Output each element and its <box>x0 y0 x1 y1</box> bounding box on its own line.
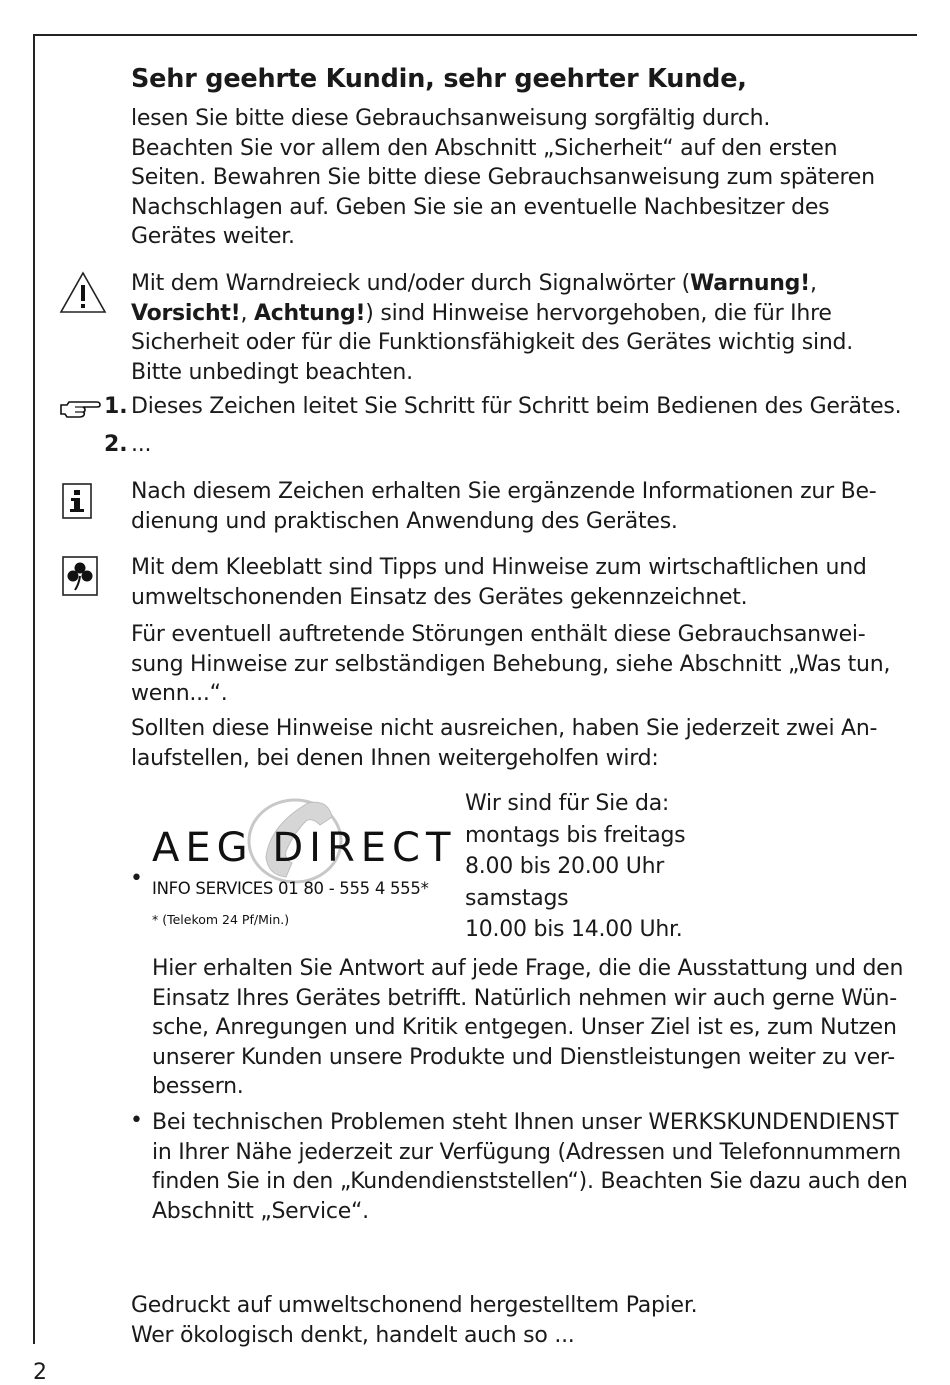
frame-top-rule <box>33 34 917 36</box>
service-hours <box>465 788 765 946</box>
answer-line: sche, Anregungen und Kritik entgegen. Unser Ziel ist es, zum Nutzen <box>152 1015 897 1040</box>
trouble-line: wenn...“. <box>131 681 228 706</box>
hours-line: 10.00 bis 14.00 Uhr. <box>465 917 683 942</box>
answer-line: Einsatz Ihres Gerätes betrifft. Natürlich nehmen wir auch gerne Wün- <box>152 985 897 1011</box>
intro-line: Nachschlagen auf. Geben Sie sie an eventuelle Nachbesitzer des <box>131 194 830 220</box>
trouble-line: sung Hinweise zur selbständigen Behebung, siehe Abschnitt „Was tun, <box>131 651 891 677</box>
service-line: finden Sie in den „Kundendienststellen“). Beachten Sie dazu auch den <box>152 1169 908 1194</box>
clover-icon <box>62 556 98 596</box>
intro-paragraph <box>131 104 901 252</box>
info-line: dienung und praktischen Anwendung des Gerätes. <box>131 508 678 534</box>
answer-line: bessern. <box>152 1074 244 1099</box>
service-line: Abschnitt „Service“. <box>152 1198 369 1224</box>
signal-word-vorsicht: Vorsicht! <box>131 300 241 326</box>
signal-word-warnung: Warnung! <box>689 271 810 296</box>
info-line: Nach diesem Zeichen erhalten Sie ergänzende Informationen zur Be- <box>131 479 877 504</box>
step-number: 1. <box>104 394 128 419</box>
hours-line: samstags <box>465 885 569 911</box>
warning-text: Bitte unbedingt beachten. <box>131 359 413 385</box>
bullet: • <box>130 866 143 891</box>
warning-triangle-icon <box>58 270 108 316</box>
service-line: Bei technischen Problemen steht Ihnen unser WERKSKUNDENDIENST <box>152 1110 899 1135</box>
footer-line: Gedruckt auf umweltschonend hergestelltem Papier. <box>131 1293 698 1318</box>
answer-line: Hier erhalten Sie Antwort auf jede Frage, die die Ausstattung und den <box>152 956 904 981</box>
eco-line: Mit dem Kleeblatt sind Tipps und Hinweise zum wirtschaftlichen und <box>131 555 867 580</box>
warning-paragraph <box>131 269 901 387</box>
bullet: • <box>130 1108 143 1133</box>
pointing-hand-icon <box>59 397 101 419</box>
contact-paragraph <box>131 714 901 773</box>
warning-text: Sicherheit oder für die Funktionsfähigkeit des Gerätes wichtig sind. <box>131 330 853 355</box>
intro-line: Seiten. Bewahren Sie bitte diese Gebrauchsanweisung zum späteren <box>131 165 875 190</box>
intro-line: lesen Sie bitte diese Gebrauchsanweisung sorgfältig durch. <box>131 106 771 131</box>
service-paragraph <box>152 1108 908 1226</box>
eco-paragraph <box>131 553 901 612</box>
contact-line: Sollten diese Hinweise nicht ausreichen, haben Sie jederzeit zwei An- <box>131 716 878 741</box>
page-heading: Sehr geehrte Kundin, sehr geehrter Kunde, <box>131 64 747 94</box>
eco-line: umweltschonenden Einsatz des Gerätes gekennzeichnet. <box>131 584 748 610</box>
answer-line: unserer Kunden unsere Produkte und Dienstleistungen weiter zu ver- <box>152 1044 895 1070</box>
warning-text: , <box>240 300 254 326</box>
page-number: 2 <box>33 1360 47 1385</box>
answer-paragraph <box>152 954 902 1102</box>
hours-line: 8.00 bis 20.00 Uhr <box>465 854 665 879</box>
hours-line: montags bis freitags <box>465 822 686 848</box>
info-icon <box>62 483 92 519</box>
step-text: ... <box>131 432 152 457</box>
warning-text: Mit dem Warndreieck und/oder durch Signalwörter ( <box>131 271 690 296</box>
intro-line: Beachten Sie vor allem den Abschnitt „Sicherheit“ auf den ersten <box>131 135 838 161</box>
contact-line: laufstellen, bei denen Ihnen weitergeholfen wird: <box>131 745 659 771</box>
hours-line: Wir sind für Sie da: <box>465 791 670 816</box>
step-text: Dieses Zeichen leitet Sie Schritt für Schritt beim Bedienen des Gerätes. <box>131 394 902 419</box>
aeg-price-note: * (Telekom 24 Pf/Min.) <box>152 912 290 927</box>
intro-line: Gerätes weiter. <box>131 224 295 249</box>
trouble-line: Für eventuell auftretende Störungen enthält diese Gebrauchsanwei- <box>131 622 866 647</box>
signal-word-achtung: Achtung! <box>253 300 366 326</box>
trouble-paragraph <box>131 620 901 709</box>
aeg-direct-logo-text: AEG DIRECT <box>152 825 457 871</box>
service-line: in Ihrer Nähe jederzeit zur Verfügung (Adressen und Telefonnummern <box>152 1139 901 1165</box>
footer-line: Wer ökologisch denkt, handelt auch so ... <box>131 1322 575 1348</box>
footer-paragraph <box>131 1291 901 1350</box>
step-number: 2. <box>104 432 128 457</box>
warning-text: , <box>809 271 817 296</box>
frame-left-rule <box>33 34 35 1344</box>
info-paragraph <box>131 477 901 536</box>
warning-text: ) sind Hinweise hervorgehoben, die für Ihre <box>365 300 832 326</box>
aeg-info-services: INFO SERVICES 01 80 - 555 4 555* <box>152 879 429 898</box>
